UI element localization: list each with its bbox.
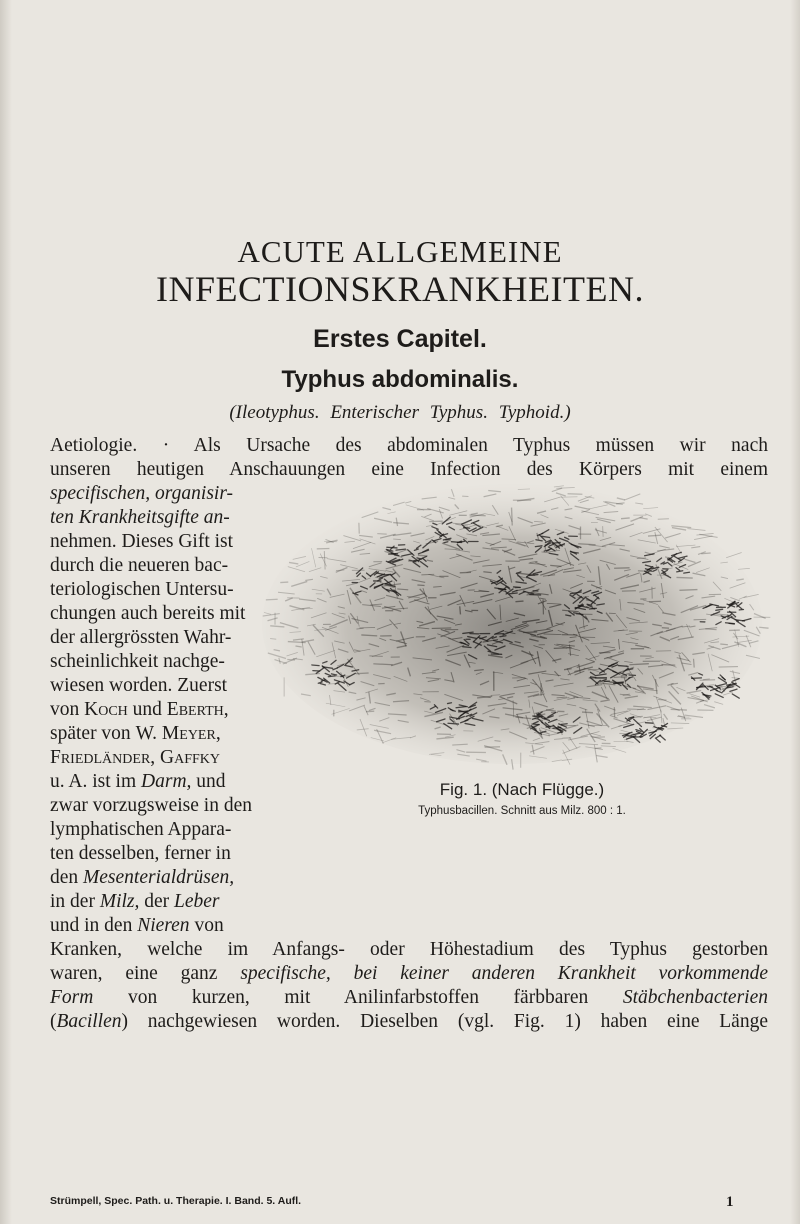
term-form: Form: [50, 987, 94, 1008]
body-line-11: wiesen worden. Zuerst: [50, 675, 228, 696]
body-line-14: Friedländer, Gaffky: [50, 747, 221, 768]
bacillus-mark: [561, 724, 567, 725]
body-line-10: scheinlichkeit nachge-: [50, 651, 225, 672]
term-staebchenbacterien: Stäbchenbacterien: [622, 987, 768, 1008]
l20-a: in der: [50, 891, 100, 912]
l25-c: ) nachgewiesen worden. Dieselben (vgl. Fig. 1) haben eine Länge: [121, 1011, 768, 1032]
bacillus-mark: [684, 572, 690, 573]
l19-a: den: [50, 867, 84, 888]
bacillus-mark: [591, 677, 596, 678]
body-line-3: specifischen, organisir-: [50, 483, 234, 504]
bacillus-mark: [660, 735, 665, 740]
body-line-17: lymphatischen Appara-: [50, 819, 232, 840]
l15-a: u. A. ist im: [50, 771, 142, 792]
l12-a: von: [50, 699, 85, 720]
body-line-16: zwar vorzugsweise in den: [50, 795, 252, 816]
body-line-1: [50, 435, 768, 457]
bacillus-mark: [558, 732, 563, 733]
body-line-5: nehmen. Dieses Gift ist: [50, 531, 234, 552]
body-line-4: [50, 507, 254, 529]
body-line-24: [50, 987, 768, 1009]
disease-heading: Typhus abdominalis.: [281, 366, 519, 393]
tissue-hatch: [596, 755, 607, 757]
author-eberth: Eberth,: [166, 699, 229, 720]
bacillus-mark: [655, 738, 660, 742]
bacillus-mark: [732, 694, 739, 698]
bacillus-mark: [312, 665, 319, 666]
l13-a: später von: [50, 723, 136, 744]
bacillus-mark: [394, 555, 398, 556]
body-line-23: [50, 963, 768, 985]
body-line-2: unseren heutigen Anschauungen eine Infection des Körpers mit einem: [50, 459, 768, 480]
aetiologie-sidehead: Aetiologie.: [50, 435, 138, 456]
figure-subcaption: Typhusbacillen. Schnitt aus Milz. 800 : 1.: [418, 805, 626, 817]
term-bacillen: Bacillen: [56, 1011, 122, 1032]
body-line-7: teriologischen Untersu-: [50, 579, 234, 600]
l21-c: von: [189, 915, 224, 936]
body-line-12: [50, 699, 254, 721]
bacillus-mark: [535, 546, 542, 547]
term-nieren: Nieren: [137, 915, 190, 936]
l20-c: der: [139, 891, 175, 912]
bacillus-mark: [500, 636, 506, 637]
body-line-19: [50, 867, 254, 889]
bacillus-mark: [464, 528, 470, 529]
figure-caption: Fig. 1. (Nach Flügge.): [439, 780, 605, 799]
bacillus-mark: [463, 647, 471, 648]
author-meyer: W. Meyer,: [135, 723, 221, 744]
body-line-20: [50, 891, 254, 913]
term-leber: Leber: [174, 891, 220, 912]
l23-b: specifische, bei keiner anderen Krankheit vorkommende: [240, 963, 768, 984]
chapter-heading: Erstes Capitel.: [313, 325, 487, 353]
bacillus-mark: [618, 666, 628, 667]
bacillus-mark: [509, 593, 517, 594]
author-koch: Koch: [84, 699, 128, 720]
body-line-13: [50, 723, 254, 745]
footer-source: Strümpell, Spec. Path. u. Therapie. I. Band. 5. Aufl.: [50, 1195, 302, 1207]
bacillus-mark: [328, 676, 335, 677]
body-line-1-text: · Als Ursache des abdominalen Typhus müssen wir nach: [162, 435, 768, 456]
bacillus-mark: [448, 723, 458, 724]
body-line-9: der allergrössten Wahr-: [50, 627, 232, 648]
bacillus-mark: [566, 615, 571, 616]
l15-c: und: [191, 771, 226, 792]
term-milz: Milz,: [99, 891, 140, 912]
body-line-6: durch die neueren bac-: [50, 555, 229, 576]
figure-shading: [262, 484, 762, 764]
body-line-22: Kranken, welche im Anfangs- oder Höhestadium des Typhus gestorben: [50, 939, 768, 960]
page-shadow-left: [0, 0, 12, 1224]
typhus-bacilli-illustration: [252, 474, 772, 772]
l23-a: waren, eine ganz: [50, 963, 241, 984]
body-line-21: [50, 915, 254, 937]
bacillus-mark: [533, 716, 542, 717]
bacillus-mark: [726, 623, 735, 624]
bacillus-mark: [448, 703, 452, 704]
bacillus-mark: [529, 575, 538, 576]
tissue-hatch: [624, 494, 640, 500]
main-title-line2: INFECTIONSKRANKHEITEN.: [156, 269, 644, 309]
l12-c: und: [127, 699, 167, 720]
term-darm: Darm,: [141, 771, 192, 792]
body-line-4-text: ten Krankheitsgifte an-: [50, 507, 230, 528]
body-line-8: chungen auch bereits mit: [50, 603, 246, 624]
page-number: 1: [726, 1194, 734, 1210]
bacillus-mark: [387, 547, 397, 548]
synonyms-line: (Ileotyphus. Enterischer Typhus. Typhoid.): [229, 402, 571, 423]
page-shadow-right: [790, 0, 800, 1224]
term-mesenterialdruesen: Mesenterialdrüsen,: [83, 867, 235, 888]
body-line-25: [50, 1011, 768, 1033]
body-line-15: [50, 771, 254, 793]
bacillus-mark: [514, 587, 521, 588]
l24-b: von kurzen, mit Anilinfarbstoffen färbbaren: [93, 987, 623, 1008]
l21-a: und in den: [50, 915, 138, 936]
body-line-18: ten desselben, ferner in: [50, 843, 231, 864]
bacillus-mark: [414, 560, 420, 561]
l25-a: (: [50, 1011, 57, 1032]
main-title-line1: ACUTE ALLGEMEINE: [237, 234, 563, 269]
